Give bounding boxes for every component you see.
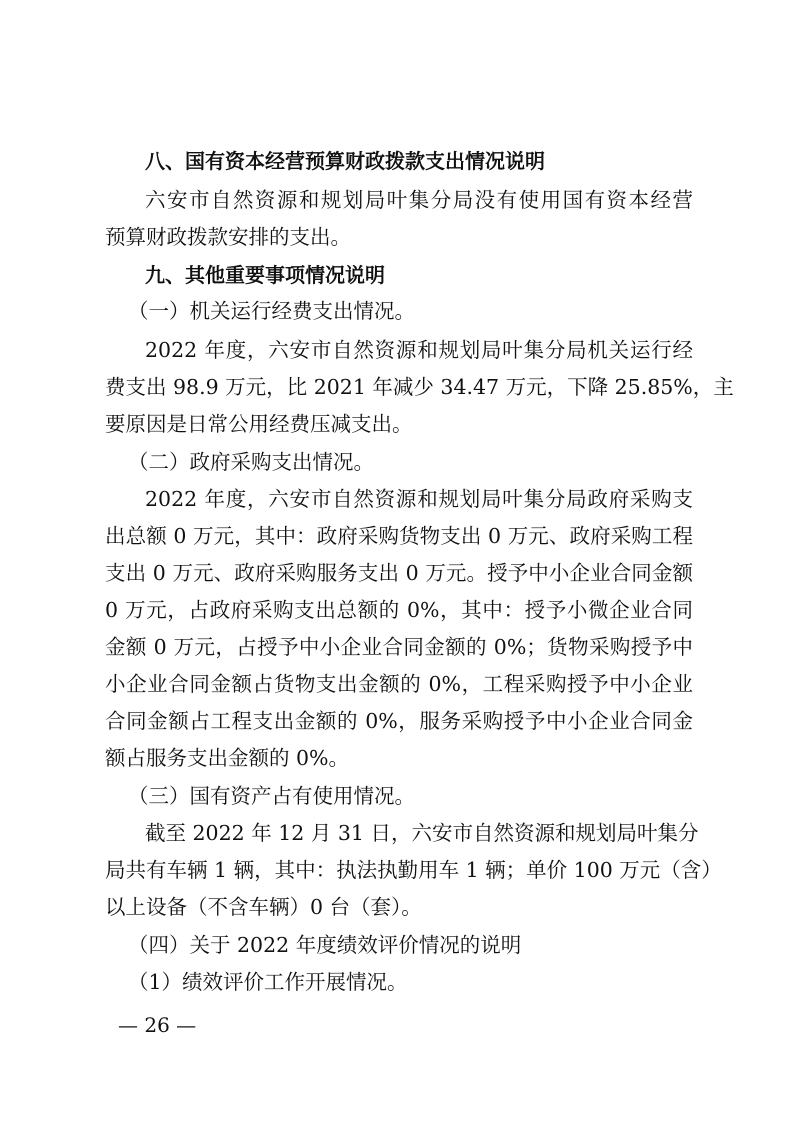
paragraph-line: 2022 年度，六安市自然资源和规划局叶集分局政府采购支 — [145, 487, 693, 511]
subsection-heading-4: （四）关于 2022 年度绩效评价情况的说明 — [128, 933, 522, 957]
paragraph-line: 截至 2022 年 12 月 31 日，六安市自然资源和规划局叶集分 — [145, 821, 699, 845]
paragraph-line: 局共有车辆 1 辆，其中：执法执勤用车 1 辆；单价 100 万元（含） — [105, 858, 722, 882]
subsection-item-1: （1）绩效评价工作开展情况。 — [128, 970, 408, 994]
paragraph-line: 合同金额占工程支出金额的 0%，服务采购授予中小企业合同金 — [105, 709, 693, 733]
paragraph-line: 小企业合同金额占货物支出金额的 0%，工程采购授予中小企业 — [105, 672, 693, 696]
paragraph-line: 金额 0 万元，占授予中小企业合同金额的 0%；货物采购授予中 — [105, 635, 693, 659]
page-number: — 26 — — [118, 1013, 197, 1037]
paragraph-line: 要原因是日常公用经费压减支出。 — [105, 412, 413, 436]
paragraph-line: 支出 0 万元、政府采购服务支出 0 万元。授予中小企业合同金额 — [105, 561, 693, 585]
section-heading-8: 八、国有资本经营预算财政拨款支出情况说明 — [145, 149, 545, 173]
paragraph-line: 0 万元，占政府采购支出总额的 0%，其中：授予小微企业合同 — [105, 598, 693, 622]
paragraph-line: 以上设备（不含车辆）0 台（套）。 — [105, 895, 422, 919]
section-heading-9: 九、其他重要事项情况说明 — [145, 263, 385, 287]
paragraph-line: 预算财政拨款安排的支出。 — [105, 225, 351, 249]
paragraph-line: 六安市自然资源和规划局叶集分局没有使用国有资本经营 — [145, 188, 693, 212]
paragraph-line: 2022 年度，六安市自然资源和规划局叶集分局机关运行经 — [145, 338, 693, 362]
paragraph-line: 出总额 0 万元，其中：政府采购货物支出 0 万元、政府采购工程 — [105, 524, 693, 548]
paragraph-line: 费支出 98.9 万元，比 2021 年减少 34.47 万元，下降 25.85%，主 — [105, 375, 734, 399]
subsection-heading-2: （二）政府采购支出情况。 — [128, 450, 374, 474]
subsection-heading-1: （一）机关运行经费支出情况。 — [128, 299, 415, 323]
subsection-heading-3: （三）国有资产占有使用情况。 — [128, 784, 415, 808]
paragraph-line: 额占服务支出金额的 0%。 — [105, 746, 350, 770]
